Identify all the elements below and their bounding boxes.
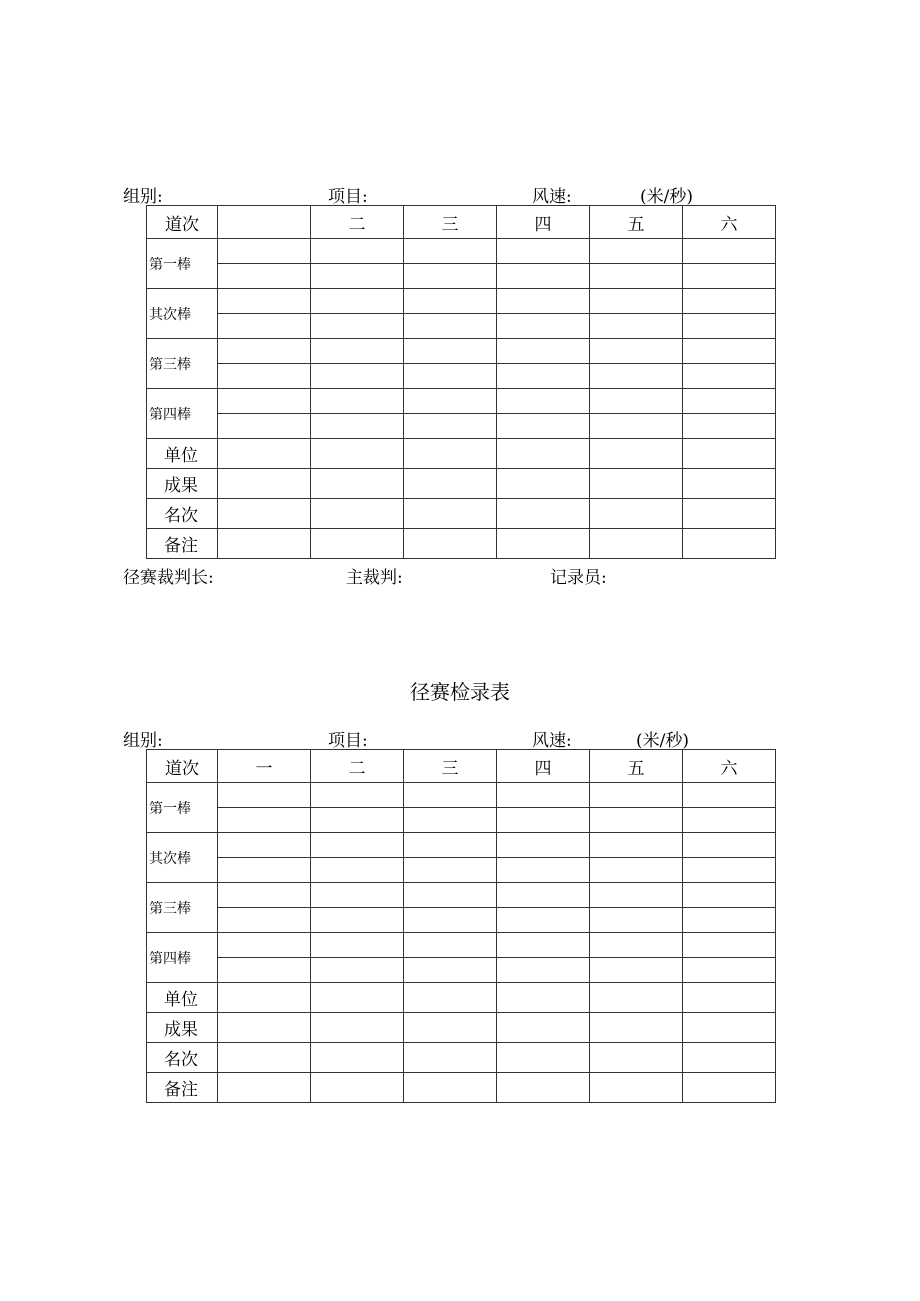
entry-cell[interactable]: [590, 469, 683, 499]
main-referee-label: 主裁判:: [346, 568, 403, 588]
entry-cell[interactable]: [683, 314, 776, 339]
entry-cell[interactable]: [683, 858, 776, 883]
wind-label: 风速:: [532, 187, 572, 207]
lane-6-header: 六: [683, 750, 776, 783]
rank-label: 名次: [147, 499, 218, 529]
entry-cell[interactable]: [683, 414, 776, 439]
entry-cell[interactable]: [497, 858, 590, 883]
entry-cell[interactable]: [311, 314, 404, 339]
entry-cell[interactable]: [311, 389, 404, 414]
entry-cell[interactable]: [497, 389, 590, 414]
entry-cell[interactable]: [683, 983, 776, 1013]
entry-cell[interactable]: [683, 439, 776, 469]
lane-4-header: 四: [497, 206, 590, 239]
entry-cell[interactable]: [218, 414, 311, 439]
entry-cell[interactable]: [218, 883, 311, 908]
entry-cell[interactable]: [590, 1043, 683, 1073]
entry-cell[interactable]: [683, 289, 776, 314]
entry-cell[interactable]: [218, 239, 311, 264]
entry-cell[interactable]: [218, 808, 311, 833]
entry-cell[interactable]: [218, 499, 311, 529]
entry-cell[interactable]: [590, 933, 683, 958]
chief-referee-label: 径赛裁判长:: [123, 568, 214, 588]
entry-cell[interactable]: [497, 983, 590, 1013]
recorder-label: 记录员:: [550, 568, 607, 588]
entry-cell[interactable]: [404, 783, 497, 808]
lane-2-header: 二: [311, 750, 404, 783]
entry-cell[interactable]: [497, 264, 590, 289]
entry-cell[interactable]: [404, 833, 497, 858]
entry-cell[interactable]: [311, 499, 404, 529]
entry-cell[interactable]: [404, 1013, 497, 1043]
entry-cell[interactable]: [311, 414, 404, 439]
entry-cell[interactable]: [311, 529, 404, 559]
lane-6-header: 六: [683, 206, 776, 239]
entry-cell[interactable]: [218, 439, 311, 469]
wind-unit: (米/秒): [640, 187, 693, 207]
entry-cell[interactable]: [497, 1013, 590, 1043]
rank-label: 名次: [147, 1043, 218, 1073]
leg-1-label: 第一棒: [147, 783, 218, 833]
entry-cell[interactable]: [590, 499, 683, 529]
entry-cell[interactable]: [218, 858, 311, 883]
entry-cell[interactable]: [683, 389, 776, 414]
entry-cell[interactable]: [590, 883, 683, 908]
entry-cell[interactable]: [683, 883, 776, 908]
entry-cell[interactable]: [497, 499, 590, 529]
entry-cell[interactable]: [683, 469, 776, 499]
entry-cell[interactable]: [590, 529, 683, 559]
entry-cell[interactable]: [311, 439, 404, 469]
entry-cell[interactable]: [683, 1043, 776, 1073]
entry-cell[interactable]: [311, 1043, 404, 1073]
entry-cell[interactable]: [683, 958, 776, 983]
entry-cell[interactable]: [218, 469, 311, 499]
page-title: 径赛检录表: [410, 680, 510, 704]
entry-cell[interactable]: [218, 908, 311, 933]
entry-cell[interactable]: [404, 239, 497, 264]
entry-cell[interactable]: [683, 1073, 776, 1103]
remark-label: 备注: [147, 529, 218, 559]
entry-cell[interactable]: [404, 529, 497, 559]
entry-cell[interactable]: [404, 414, 497, 439]
entry-cell[interactable]: [311, 808, 404, 833]
entry-cell[interactable]: [404, 264, 497, 289]
entry-cell[interactable]: [218, 958, 311, 983]
entry-cell[interactable]: [590, 1013, 683, 1043]
entry-cell[interactable]: [497, 933, 590, 958]
entry-cell[interactable]: [311, 883, 404, 908]
leg-1-label: 第一棒: [147, 239, 218, 289]
entry-cell[interactable]: [590, 239, 683, 264]
wind-unit: (米/秒): [636, 731, 689, 751]
entry-cell[interactable]: [683, 808, 776, 833]
entry-cell[interactable]: [311, 289, 404, 314]
entry-cell[interactable]: [218, 1013, 311, 1043]
entry-cell[interactable]: [683, 1013, 776, 1043]
entry-cell[interactable]: [497, 239, 590, 264]
entry-cell[interactable]: [497, 469, 590, 499]
lane-3-header: 三: [404, 750, 497, 783]
entry-cell[interactable]: [311, 783, 404, 808]
entry-cell[interactable]: [311, 469, 404, 499]
entry-cell[interactable]: [497, 883, 590, 908]
leg-2-label: 其次棒: [147, 833, 218, 883]
entry-cell[interactable]: [683, 239, 776, 264]
entry-cell[interactable]: [404, 314, 497, 339]
entry-cell[interactable]: [590, 314, 683, 339]
entry-cell[interactable]: [311, 1073, 404, 1103]
entry-cell[interactable]: [590, 389, 683, 414]
lane-header: 道次: [147, 750, 218, 783]
leg-3-label: 第三棒: [147, 339, 218, 389]
wind-label: 风速:: [532, 731, 572, 751]
entry-cell[interactable]: [497, 908, 590, 933]
entry-cell[interactable]: [404, 469, 497, 499]
entry-cell[interactable]: [311, 264, 404, 289]
entry-cell[interactable]: [590, 1073, 683, 1103]
entry-cell[interactable]: [218, 389, 311, 414]
entry-cell[interactable]: [590, 414, 683, 439]
entry-cell[interactable]: [218, 339, 311, 364]
entry-cell[interactable]: [404, 908, 497, 933]
entry-cell[interactable]: [404, 1043, 497, 1073]
entry-cell[interactable]: [683, 933, 776, 958]
entry-cell[interactable]: [683, 908, 776, 933]
entry-cell[interactable]: [683, 264, 776, 289]
entry-cell[interactable]: [218, 1043, 311, 1073]
entry-cell[interactable]: [311, 983, 404, 1013]
lane-3-header: 三: [404, 206, 497, 239]
entry-cell[interactable]: [404, 858, 497, 883]
relay-record-table-1: [146, 205, 776, 559]
entry-cell[interactable]: [404, 389, 497, 414]
entry-cell[interactable]: [590, 833, 683, 858]
entry-cell[interactable]: [497, 833, 590, 858]
entry-cell[interactable]: [497, 808, 590, 833]
entry-cell[interactable]: [590, 958, 683, 983]
lane-header: 道次: [147, 206, 218, 239]
entry-cell[interactable]: [311, 339, 404, 364]
entry-cell[interactable]: [404, 499, 497, 529]
entry-cell[interactable]: [497, 289, 590, 314]
entry-cell[interactable]: [497, 364, 590, 389]
entry-cell[interactable]: [497, 314, 590, 339]
entry-cell[interactable]: [404, 883, 497, 908]
lane-2-header: 二: [311, 206, 404, 239]
entry-cell[interactable]: [311, 364, 404, 389]
event-label: 项目:: [328, 731, 368, 751]
entry-cell[interactable]: [590, 908, 683, 933]
entry-cell[interactable]: [683, 364, 776, 389]
entry-cell[interactable]: [218, 933, 311, 958]
entry-cell[interactable]: [497, 339, 590, 364]
entry-cell[interactable]: [311, 833, 404, 858]
entry-cell[interactable]: [683, 499, 776, 529]
lane-5-header: 五: [590, 750, 683, 783]
lane-1-header: 一: [218, 750, 311, 783]
group-label: 组别:: [123, 731, 163, 751]
entry-cell[interactable]: [311, 958, 404, 983]
result-label: 成果: [147, 1013, 218, 1043]
entry-cell[interactable]: [311, 1013, 404, 1043]
leg-3-label: 第三棒: [147, 883, 218, 933]
entry-cell[interactable]: [218, 983, 311, 1013]
entry-cell[interactable]: [590, 983, 683, 1013]
leg-2-label: 其次棒: [147, 289, 218, 339]
entry-cell[interactable]: [218, 314, 311, 339]
remark-label: 备注: [147, 1073, 218, 1103]
entry-cell[interactable]: [218, 289, 311, 314]
entry-cell[interactable]: [218, 529, 311, 559]
entry-cell[interactable]: [218, 1073, 311, 1103]
entry-cell[interactable]: [590, 364, 683, 389]
entry-cell[interactable]: [218, 364, 311, 389]
entry-cell[interactable]: [683, 783, 776, 808]
entry-cell[interactable]: [404, 364, 497, 389]
lane-header-row: [147, 206, 776, 239]
unit-label: 单位: [147, 439, 218, 469]
entry-cell[interactable]: [590, 808, 683, 833]
entry-cell[interactable]: [497, 529, 590, 559]
entry-cell[interactable]: [590, 439, 683, 469]
entry-cell[interactable]: [404, 983, 497, 1013]
lane-header-row: [147, 750, 776, 783]
entry-cell[interactable]: [404, 958, 497, 983]
entry-cell[interactable]: [683, 529, 776, 559]
lane-4-header: 四: [497, 750, 590, 783]
leg-4-label: 第四棒: [147, 933, 218, 983]
entry-cell[interactable]: [404, 808, 497, 833]
entry-cell[interactable]: [497, 1043, 590, 1073]
entry-cell[interactable]: [311, 933, 404, 958]
entry-cell[interactable]: [311, 858, 404, 883]
entry-cell[interactable]: [311, 239, 404, 264]
lane-5-header: 五: [590, 206, 683, 239]
entry-cell[interactable]: [311, 908, 404, 933]
entry-cell[interactable]: [404, 289, 497, 314]
result-label: 成果: [147, 469, 218, 499]
entry-cell[interactable]: [497, 783, 590, 808]
event-label: 项目:: [328, 187, 368, 207]
entry-cell[interactable]: [404, 933, 497, 958]
entry-cell[interactable]: [404, 1073, 497, 1103]
entry-cell[interactable]: [590, 289, 683, 314]
entry-cell[interactable]: [404, 339, 497, 364]
relay-record-table-2: [146, 749, 776, 1103]
unit-label: 单位: [147, 983, 218, 1013]
leg-4-label: 第四棒: [147, 389, 218, 439]
entry-cell[interactable]: [683, 833, 776, 858]
group-label: 组别:: [123, 187, 163, 207]
entry-cell[interactable]: [590, 783, 683, 808]
entry-cell[interactable]: [497, 414, 590, 439]
entry-cell[interactable]: [218, 783, 311, 808]
entry-cell[interactable]: [404, 439, 497, 469]
entry-cell[interactable]: [218, 264, 311, 289]
entry-cell[interactable]: [497, 439, 590, 469]
lane-1-header: [218, 206, 311, 239]
entry-cell[interactable]: [497, 958, 590, 983]
entry-cell[interactable]: [683, 339, 776, 364]
entry-cell[interactable]: [590, 339, 683, 364]
entry-cell[interactable]: [590, 858, 683, 883]
entry-cell[interactable]: [218, 833, 311, 858]
entry-cell[interactable]: [590, 264, 683, 289]
entry-cell[interactable]: [497, 1073, 590, 1103]
